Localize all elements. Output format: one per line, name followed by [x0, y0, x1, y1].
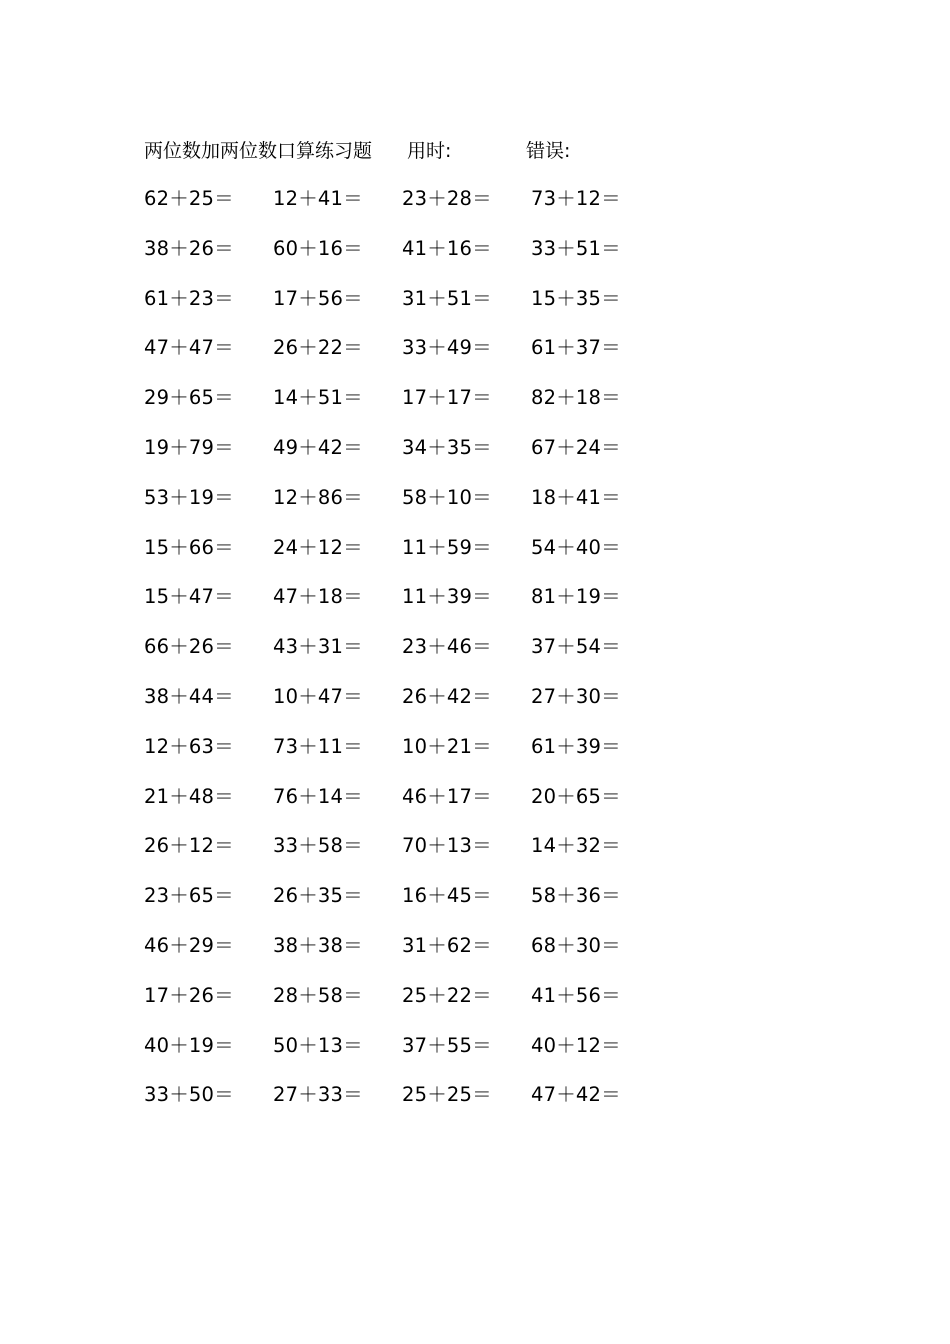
addition-problem: 16＋45＝: [402, 884, 492, 908]
addition-problem: 17＋56＝: [273, 286, 363, 310]
addition-problem: 73＋12＝: [531, 187, 621, 210]
addition-problem: 46＋29＝: [144, 933, 234, 957]
time-used-label: 用时:: [407, 140, 452, 162]
addition-problem: 41＋56＝: [531, 983, 621, 1007]
addition-problem: 37＋55＝: [402, 1033, 492, 1057]
addition-problem: 41＋16＝: [402, 236, 492, 260]
addition-problem: 12＋63＝: [144, 734, 234, 758]
problem-row: [144, 981, 664, 1031]
problem-row: [144, 1031, 664, 1081]
problem-row: [144, 184, 664, 234]
addition-problem: 49＋42＝: [273, 435, 363, 459]
addition-problem: 70＋13＝: [402, 834, 492, 858]
addition-problem: 17＋17＝: [402, 386, 492, 410]
addition-problem: 81＋19＝: [531, 585, 621, 609]
problem-row: [144, 483, 664, 533]
addition-problem: 33＋51＝: [531, 236, 621, 260]
addition-problem: 61＋23＝: [144, 286, 234, 310]
addition-problem: 61＋39＝: [531, 734, 621, 758]
addition-problem: 37＋54＝: [531, 635, 621, 659]
addition-problem: 25＋22＝: [402, 983, 492, 1007]
addition-problem: 25＋25＝: [402, 1083, 492, 1107]
addition-problem: 73＋11＝: [273, 734, 363, 758]
addition-problem: 33＋49＝: [402, 336, 492, 360]
addition-problem: 31＋51＝: [402, 286, 492, 310]
problem-grid: [144, 184, 664, 1130]
addition-problem: 15＋35＝: [531, 286, 621, 310]
addition-problem: 10＋47＝: [273, 684, 363, 708]
worksheet-title: 两位数加两位数口算练习题: [144, 140, 373, 162]
addition-problem: 14＋32＝: [531, 834, 621, 858]
addition-problem: 20＋65＝: [531, 784, 621, 808]
addition-problem: 24＋12＝: [273, 535, 363, 559]
problem-row: [144, 831, 664, 881]
addition-problem: 38＋44＝: [144, 684, 234, 708]
problem-row: [144, 234, 664, 284]
addition-problem: 33＋58＝: [273, 834, 363, 858]
addition-problem: 11＋59＝: [402, 535, 492, 559]
problem-row: [144, 632, 664, 682]
addition-problem: 38＋38＝: [273, 933, 363, 957]
addition-problem: 26＋22＝: [273, 336, 363, 360]
addition-problem: 27＋33＝: [273, 1083, 363, 1107]
problem-row: [144, 1080, 664, 1130]
addition-problem: 21＋48＝: [144, 784, 234, 808]
addition-problem: 76＋14＝: [273, 784, 363, 808]
addition-problem: 15＋66＝: [144, 535, 234, 559]
addition-problem: 23＋46＝: [402, 635, 492, 659]
addition-problem: 47＋47＝: [144, 336, 234, 360]
addition-problem: 27＋30＝: [531, 684, 621, 708]
addition-problem: 60＋16＝: [273, 236, 363, 260]
problem-row: [144, 782, 664, 832]
addition-problem: 58＋36＝: [531, 884, 621, 908]
problem-row: [144, 284, 664, 334]
addition-problem: 12＋86＝: [273, 485, 363, 509]
addition-problem: 68＋30＝: [531, 933, 621, 957]
addition-problem: 31＋62＝: [402, 933, 492, 957]
addition-problem: 34＋35＝: [402, 435, 492, 459]
problem-row: [144, 533, 664, 583]
addition-problem: 61＋37＝: [531, 336, 621, 360]
problem-row: [144, 433, 664, 483]
addition-problem: 23＋28＝: [402, 187, 492, 210]
problem-row: [144, 582, 664, 632]
problem-row: [144, 732, 664, 782]
addition-problem: 28＋58＝: [273, 983, 363, 1007]
addition-problem: 26＋12＝: [144, 834, 234, 858]
addition-problem: 66＋26＝: [144, 635, 234, 659]
addition-problem: 82＋18＝: [531, 386, 621, 410]
addition-problem: 67＋24＝: [531, 435, 621, 459]
addition-problem: 17＋26＝: [144, 983, 234, 1007]
addition-problem: 14＋51＝: [273, 386, 363, 410]
addition-problem: 53＋19＝: [144, 485, 234, 509]
addition-problem: 29＋65＝: [144, 386, 234, 410]
addition-problem: 46＋17＝: [402, 784, 492, 808]
addition-problem: 19＋79＝: [144, 435, 234, 459]
problem-row: [144, 383, 664, 433]
problem-row: [144, 682, 664, 732]
addition-problem: 43＋31＝: [273, 635, 363, 659]
addition-problem: 38＋26＝: [144, 236, 234, 260]
addition-problem: 47＋18＝: [273, 585, 363, 609]
addition-problem: 58＋10＝: [402, 485, 492, 509]
problem-row: [144, 881, 664, 931]
addition-problem: 40＋12＝: [531, 1033, 621, 1057]
addition-problem: 26＋42＝: [402, 684, 492, 708]
addition-problem: 50＋13＝: [273, 1033, 363, 1057]
addition-problem: 33＋50＝: [144, 1083, 234, 1107]
addition-problem: 18＋41＝: [531, 485, 621, 509]
addition-problem: 15＋47＝: [144, 585, 234, 609]
addition-problem: 23＋65＝: [144, 884, 234, 908]
addition-problem: 26＋35＝: [273, 884, 363, 908]
addition-problem: 62＋25＝: [144, 187, 234, 210]
problem-row: [144, 931, 664, 981]
errors-label: 错误:: [526, 140, 571, 162]
addition-problem: 40＋19＝: [144, 1033, 234, 1057]
problem-row: [144, 333, 664, 383]
addition-problem: 11＋39＝: [402, 585, 492, 609]
addition-problem: 10＋21＝: [402, 734, 492, 758]
addition-problem: 12＋41＝: [273, 187, 363, 210]
addition-problem: 47＋42＝: [531, 1083, 621, 1107]
addition-problem: 54＋40＝: [531, 535, 621, 559]
